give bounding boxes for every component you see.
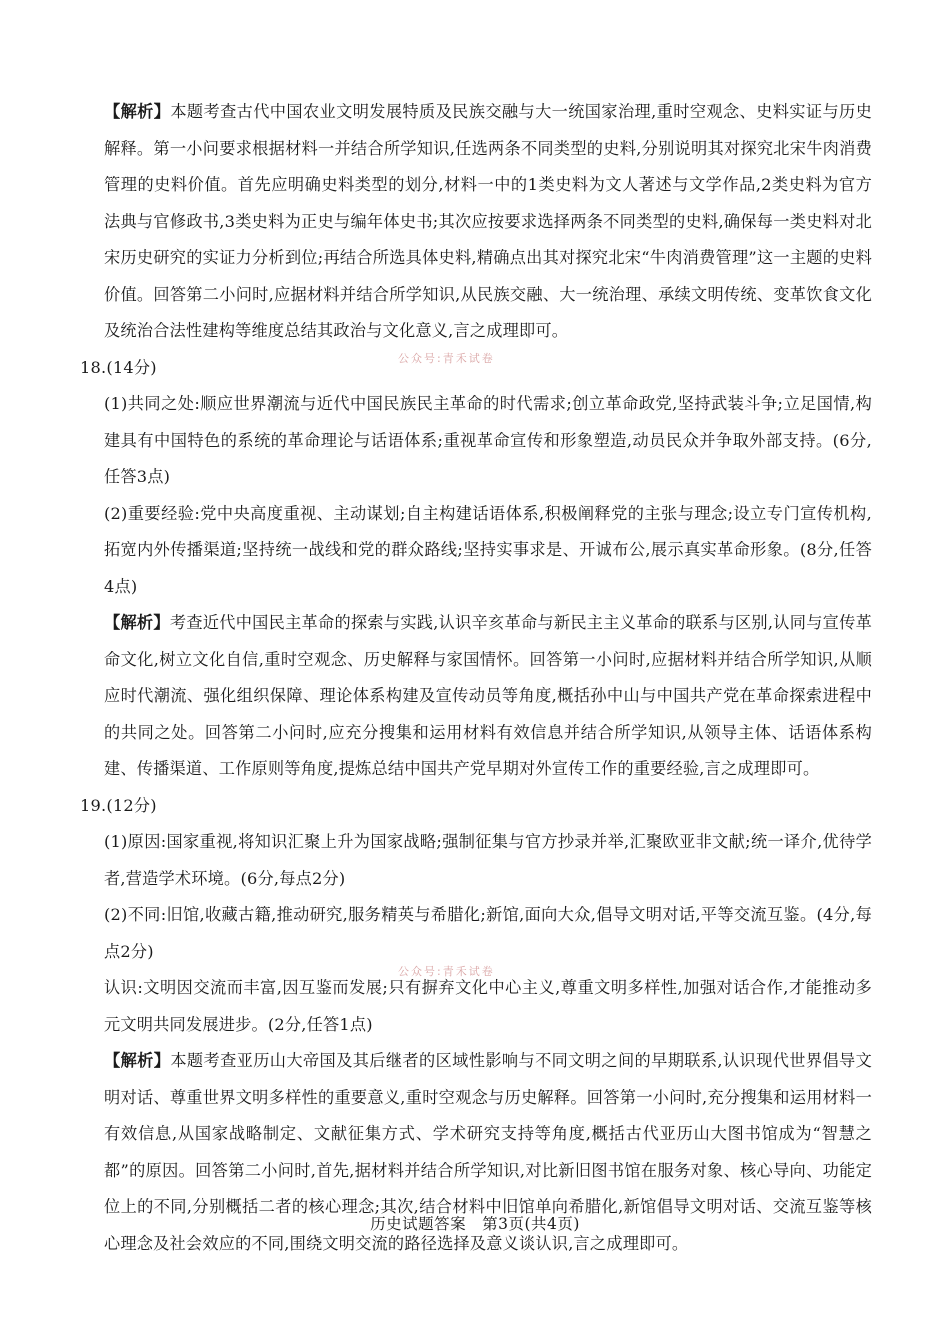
question-18-heading: 18.(14分) — [80, 357, 157, 377]
analysis-text: 本题考查古代中国农业文明发展特质及民族交融与大一统国家治理,重时空观念、史料实证与历史解释。第一小问要求根据材料一并结合所学知识,任选两条不同类型的史料,分别说明其对探究北宋牛肉消费管理的史料价值。首先应明确史料类型的划分,材料一中的1类史料为文人著述与文学作品,2类史料为官方法典与官修政书,3类史料为正史与编年体史书;其次应按要求选择两条不同类型的史料,确保每一类史料对北宋历史研究的实证力分析到位;再结合所选具体史料,精确点出其对探究北宋“牛肉消费管理”这一主题的史料价值。回答第二小问时,应据材料并结合所学知识,从民族交融、大一统治理、承续文明传统、变革饮食文化及统治合法性建构等维度总结其政治与文化意义,言之成理即可。 — [104, 102, 872, 340]
analysis-17 — [104, 94, 872, 350]
question-19-insight: 认识:文明因交流而丰富,因互鉴而发展;只有摒弃文化中心主义,尊重文明多样性,加强对话合作,才能推动多元文明共同发展进步。(2分,任答1点) — [104, 978, 872, 1034]
analysis-18 — [104, 605, 872, 788]
analysis-text: 本题考查亚历山大帝国及其后继者的区域性影响与不同文明之间的早期联系,认识现代世界倡导文明对话、尊重世界文明多样性的重要意义,重时空观念与历史解释。回答第一小问时,充分搜集和运用材料一有效信息,从国家战略制定、文献征集方式、学术研究支持等角度,概括古代亚历山大图书馆成为“智慧之都”的原因。回答第二小问时,首先,据材料并结合所学知识,对比新旧图书馆在服务对象、核心导向、功能定位上的不同,分别概括二者的核心理念;其次,结合材料中旧馆单向希腊化,新馆倡导文明对话、交流互鉴等核心理念及社会效应的不同,围绕文明交流的路径选择及意义谈认识,言之成理即可。 — [104, 1051, 872, 1253]
watermark: 公众号:青禾试卷 — [398, 352, 495, 365]
watermark: 公众号:青禾试卷 — [398, 965, 495, 978]
question-19-part-2: (2)不同:旧馆,收藏古籍,推动研究,服务精英与希腊化;新馆,面向大众,倡导文明对话,平等交流互鉴。(4分,每点2分) — [104, 905, 872, 961]
analysis-text: 考查近代中国民主革命的探索与实践,认识辛亥革命与新民主主义革命的联系与区别,认同与宣传革命文化,树立文化自信,重时空观念、历史解释与家国情怀。回答第一小问时,应据材料并结合所学知识,从顺应时代潮流、强化组织保障、理论体系构建及宣传动员等角度,概括孙中山与中国共产党在革命探索进程中的共同之处。回答第二小问时,应充分搜集和运用材料有效信息并结合所学知识,从领导主体、话语体系构建、传播渠道、工作原则等角度,提炼总结中国共产党早期对外宣传工作的重要经验,言之成理即可。 — [104, 613, 872, 778]
analysis-tag: 【解析】 — [104, 613, 170, 632]
question-19-part-1: (1)原因:国家重视,将知识汇聚上升为国家战略;强制征集与官方抄录并举,汇聚欧亚非文献;统一译介,优待学者,营造学术环境。(6分,每点2分) — [104, 832, 872, 888]
analysis-tag: 【解析】 — [104, 1051, 171, 1070]
question-18-part-1: (1)共同之处:顺应世界潮流与近代中国民族民主革命的时代需求;创立革命政党,坚持武装斗争;立足国情,构建具有中国特色的系统的革命理论与话语体系;重视革命宣传和形象塑造,动员民众并争取外部支持。(6分,任答3点) — [104, 394, 872, 486]
answer-page — [80, 94, 872, 1262]
question-18-part-2: (2)重要经验:党中央高度重视、主动谋划;自主构建话语体系,积极阐释党的主张与理念;设立专门宣传机构,拓宽内外传播渠道;坚持统一战线和党的群众路线;坚持实事求是、开诚布公,展示真实革命形象。(8分,任答4点) — [104, 503, 872, 596]
analysis-tag: 【解析】 — [104, 102, 171, 121]
page-footer: 历史试题答案 第3页(共4页) — [370, 1215, 580, 1233]
question-19-heading: 19.(12分) — [80, 795, 157, 815]
